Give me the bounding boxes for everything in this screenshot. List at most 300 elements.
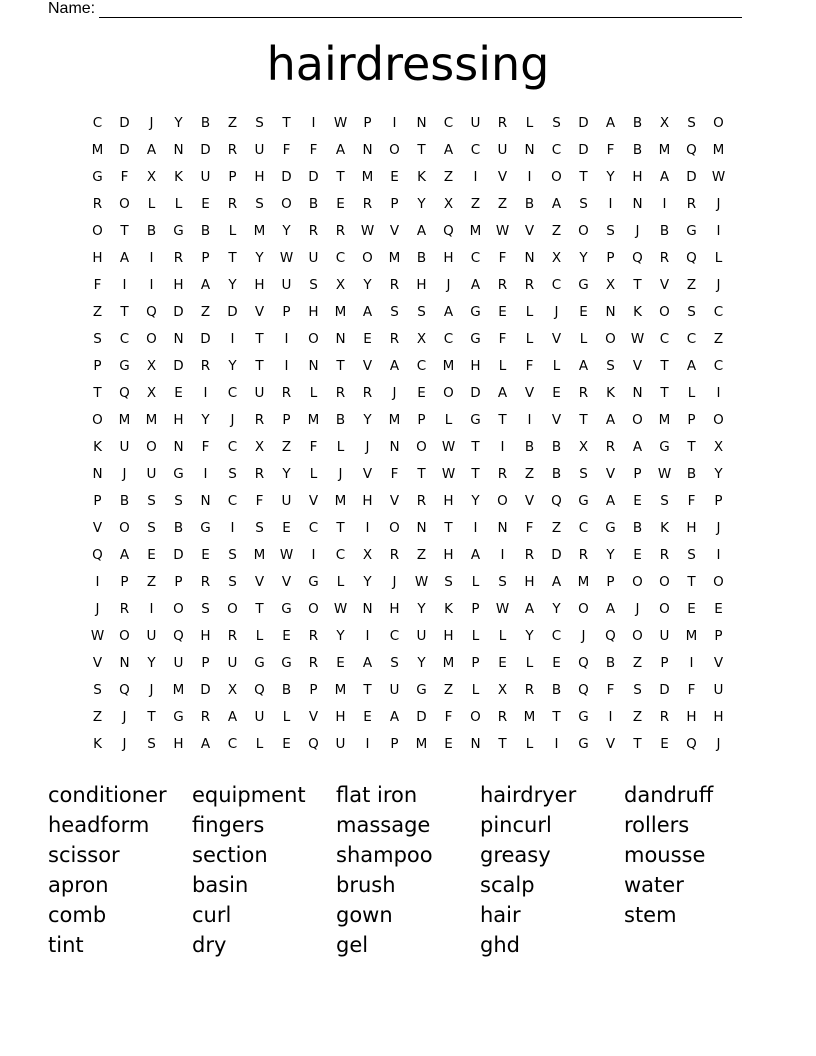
grid-cell: H	[416, 276, 427, 293]
grid-cell: Z	[686, 276, 697, 293]
grid-cell: L	[228, 222, 237, 239]
grid-cell: U	[254, 384, 265, 401]
name-label: Name:	[48, 0, 96, 17]
grid-cell: P	[714, 627, 723, 644]
grid-cell: R	[389, 276, 400, 293]
grid-cell: B	[632, 141, 643, 158]
grid-cell: U	[146, 465, 157, 482]
grid-cell: Y	[228, 357, 237, 374]
grid-cell: I	[365, 627, 370, 644]
grid-cell: S	[93, 681, 102, 698]
grid-cell: Y	[363, 411, 372, 428]
grid-cell: U	[470, 114, 481, 131]
grid-cell: G	[605, 519, 616, 536]
grid-cell: F	[498, 330, 507, 347]
grid-cell: I	[149, 249, 154, 266]
grid-cell: R	[254, 411, 265, 428]
grid-cell: Y	[363, 573, 372, 590]
grid-cell: G	[578, 492, 589, 509]
grid-cell: C	[443, 330, 454, 347]
grid-cell: U	[281, 276, 292, 293]
grid-cell: N	[119, 654, 130, 671]
grid-cell: G	[200, 519, 211, 536]
grid-cell: Z	[443, 168, 454, 185]
grid-cell: X	[146, 168, 157, 185]
grid-cell: R	[200, 573, 211, 590]
grid-cell: A	[443, 303, 454, 320]
grid-cell: N	[470, 735, 481, 752]
grid-cell: P	[282, 303, 291, 320]
word-list-item: massage	[336, 813, 431, 837]
grid-cell: Q	[119, 681, 130, 698]
grid-cell: I	[365, 519, 370, 536]
grid-cell: D	[578, 141, 589, 158]
grid-cell: T	[120, 222, 129, 239]
grid-cell: I	[716, 222, 721, 239]
grid-cell: O	[632, 411, 643, 428]
grid-cell: J	[122, 465, 127, 482]
grid-cell: G	[254, 654, 265, 671]
grid-cell: P	[471, 600, 480, 617]
grid-cell: F	[525, 519, 534, 536]
grid-cell: F	[606, 141, 615, 158]
grid-cell: I	[149, 276, 154, 293]
grid-cell: I	[689, 654, 694, 671]
grid-cell: S	[687, 303, 696, 320]
grid-cell: C	[713, 357, 724, 374]
grid-cell: H	[632, 168, 643, 185]
grid-cell: M	[388, 411, 401, 428]
grid-cell: U	[254, 141, 265, 158]
grid-cell: C	[416, 357, 427, 374]
grid-cell: V	[308, 492, 319, 509]
grid-cell: A	[389, 357, 400, 374]
grid-cell: I	[500, 438, 505, 455]
grid-cell: V	[389, 492, 400, 509]
grid-cell: M	[577, 573, 590, 590]
grid-cell: O	[146, 330, 157, 347]
grid-cell: K	[444, 600, 453, 617]
grid-cell: B	[119, 492, 130, 509]
grid-cell: P	[174, 573, 183, 590]
grid-cell: S	[552, 114, 561, 131]
grid-cell: B	[632, 114, 643, 131]
grid-cell: E	[174, 384, 183, 401]
grid-cell: B	[632, 519, 643, 536]
grid-cell: D	[227, 303, 238, 320]
grid-cell: V	[605, 465, 616, 482]
grid-cell: O	[659, 600, 670, 617]
grid-cell: F	[93, 276, 102, 293]
grid-cell: R	[659, 249, 670, 266]
grid-cell: R	[308, 222, 319, 239]
grid-cell: Z	[146, 573, 157, 590]
grid-cell: M	[523, 708, 536, 725]
grid-cell: Z	[497, 195, 508, 212]
grid-cell: T	[687, 438, 696, 455]
grid-cell: Q	[686, 735, 697, 752]
grid-cell: J	[554, 303, 559, 320]
grid-cell: J	[635, 222, 640, 239]
grid-cell: E	[282, 735, 291, 752]
grid-cell: H	[443, 627, 454, 644]
grid-cell: E	[282, 519, 291, 536]
grid-cell: Z	[632, 708, 643, 725]
grid-cell: K	[417, 168, 426, 185]
grid-cell: T	[363, 681, 372, 698]
grid-cell: E	[687, 600, 696, 617]
grid-cell: T	[417, 141, 426, 158]
grid-cell: A	[470, 546, 481, 563]
grid-cell: I	[149, 600, 154, 617]
grid-cell: T	[417, 465, 426, 482]
grid-cell: L	[525, 114, 534, 131]
grid-cell: R	[92, 195, 103, 212]
grid-cell: S	[390, 654, 399, 671]
grid-cell: V	[524, 384, 535, 401]
grid-cell: R	[389, 546, 400, 563]
grid-cell: T	[471, 438, 480, 455]
grid-cell: P	[201, 249, 210, 266]
grid-cell: Y	[336, 627, 345, 644]
grid-cell: E	[336, 654, 345, 671]
grid-cell: D	[416, 708, 427, 725]
grid-cell: F	[282, 141, 291, 158]
grid-cell: L	[687, 384, 696, 401]
grid-cell: O	[389, 141, 400, 158]
grid-cell: V	[308, 708, 319, 725]
grid-cell: E	[147, 546, 156, 563]
grid-cell: V	[497, 168, 508, 185]
grid-cell: J	[716, 276, 721, 293]
grid-cell: O	[578, 600, 589, 617]
grid-cell: N	[605, 303, 616, 320]
grid-cell: V	[389, 222, 400, 239]
grid-cell: Z	[632, 654, 643, 671]
grid-cell: R	[416, 492, 427, 509]
grid-cell: P	[687, 411, 696, 428]
grid-cell: S	[309, 276, 318, 293]
grid-cell: L	[552, 357, 561, 374]
grid-cell: X	[254, 438, 265, 455]
grid-cell: A	[551, 195, 562, 212]
grid-cell: B	[551, 465, 562, 482]
grid-cell: B	[416, 249, 427, 266]
grid-cell: J	[581, 627, 586, 644]
grid-cell: L	[498, 627, 507, 644]
grid-cell: N	[173, 141, 184, 158]
grid-cell: J	[338, 465, 343, 482]
grid-cell: C	[227, 492, 238, 509]
grid-cell: C	[551, 141, 562, 158]
grid-cell: L	[309, 384, 318, 401]
grid-cell: Z	[443, 681, 454, 698]
grid-cell: L	[471, 573, 480, 590]
grid-cell: F	[498, 249, 507, 266]
grid-cell: N	[632, 195, 643, 212]
name-underline[interactable]	[99, 3, 742, 18]
grid-cell: T	[579, 168, 588, 185]
grid-cell: Q	[92, 546, 103, 563]
grid-cell: N	[416, 519, 427, 536]
grid-cell: U	[227, 654, 238, 671]
grid-cell: O	[713, 573, 724, 590]
grid-cell: F	[525, 357, 534, 374]
grid-cell: I	[716, 546, 721, 563]
grid-cell: P	[228, 168, 237, 185]
grid-cell: I	[473, 168, 478, 185]
grid-cell: Z	[551, 222, 562, 239]
grid-cell: T	[660, 384, 669, 401]
word-list-item: basin	[192, 873, 249, 897]
grid-cell: R	[335, 222, 346, 239]
grid-cell: A	[119, 546, 130, 563]
grid-cell: J	[149, 681, 154, 698]
grid-cell: M	[469, 222, 482, 239]
word-list-item: ghd	[480, 933, 520, 957]
grid-cell: Q	[632, 249, 643, 266]
grid-cell: B	[551, 681, 562, 698]
grid-cell: Q	[551, 492, 562, 509]
grid-cell: K	[93, 438, 102, 455]
grid-cell: H	[308, 303, 319, 320]
grid-cell: M	[145, 411, 158, 428]
grid-cell: O	[713, 411, 724, 428]
grid-cell: P	[282, 411, 291, 428]
grid-cell: L	[525, 303, 534, 320]
grid-cell: L	[309, 465, 318, 482]
grid-cell: T	[498, 735, 507, 752]
grid-cell: C	[659, 330, 670, 347]
grid-cell: F	[309, 141, 318, 158]
grid-cell: U	[119, 438, 130, 455]
grid-cell: R	[686, 195, 697, 212]
grid-cell: C	[227, 438, 238, 455]
grid-cell: F	[201, 438, 210, 455]
grid-cell: S	[606, 222, 615, 239]
grid-cell: S	[687, 546, 696, 563]
grid-cell: B	[146, 222, 157, 239]
grid-cell: Y	[417, 600, 426, 617]
grid-cell: P	[471, 654, 480, 671]
grid-cell: B	[686, 465, 697, 482]
grid-cell: E	[633, 492, 642, 509]
grid-cell: V	[524, 222, 535, 239]
grid-cell: D	[470, 384, 481, 401]
grid-cell: L	[579, 330, 588, 347]
word-list-item: conditioner	[48, 783, 167, 807]
grid-cell: L	[525, 735, 534, 752]
grid-cell: Y	[282, 222, 291, 239]
grid-cell: M	[442, 357, 455, 374]
grid-cell: R	[389, 330, 400, 347]
grid-cell: A	[497, 384, 508, 401]
grid-cell: U	[173, 654, 184, 671]
grid-cell: F	[606, 681, 615, 698]
word-list-item: curl	[192, 903, 232, 927]
grid-cell: W	[495, 222, 510, 239]
grid-cell: Y	[471, 492, 480, 509]
grid-cell: A	[605, 600, 616, 617]
grid-cell: C	[551, 276, 562, 293]
grid-cell: T	[633, 735, 642, 752]
grid-cell: J	[716, 735, 721, 752]
word-list-item: rollers	[624, 813, 690, 837]
grid-cell: L	[255, 627, 264, 644]
grid-cell: L	[174, 195, 183, 212]
grid-cell: O	[119, 519, 130, 536]
grid-cell: T	[498, 411, 507, 428]
grid-cell: B	[605, 654, 616, 671]
grid-cell: A	[362, 303, 373, 320]
grid-cell: G	[281, 654, 292, 671]
grid-cell: O	[119, 195, 130, 212]
grid-cell: H	[173, 276, 184, 293]
grid-cell: B	[200, 222, 211, 239]
grid-cell: P	[606, 249, 615, 266]
grid-cell: T	[228, 249, 237, 266]
grid-cell: Q	[254, 681, 265, 698]
grid-cell: Z	[227, 114, 238, 131]
grid-cell: Q	[578, 681, 589, 698]
grid-cell: O	[227, 600, 238, 617]
grid-cell: O	[173, 600, 184, 617]
grid-cell: T	[444, 519, 453, 536]
grid-cell: S	[255, 114, 264, 131]
grid-cell: L	[471, 681, 480, 698]
grid-cell: X	[335, 276, 346, 293]
grid-cell: S	[228, 546, 237, 563]
grid-cell: D	[200, 141, 211, 158]
grid-cell: A	[605, 114, 616, 131]
grid-cell: E	[444, 735, 453, 752]
grid-cell: T	[336, 168, 345, 185]
grid-cell: V	[551, 411, 562, 428]
grid-cell: J	[149, 114, 154, 131]
grid-cell: T	[552, 708, 561, 725]
grid-cell: I	[203, 465, 208, 482]
grid-cell: J	[446, 276, 451, 293]
grid-cell: X	[146, 357, 157, 374]
grid-cell: J	[392, 573, 397, 590]
grid-cell: Y	[282, 465, 291, 482]
grid-cell: R	[578, 546, 589, 563]
puzzle-title: hairdressing	[266, 37, 550, 91]
grid-cell: O	[443, 384, 454, 401]
grid-cell: H	[470, 357, 481, 374]
grid-cell: D	[281, 168, 292, 185]
grid-cell: I	[500, 546, 505, 563]
grid-cell: P	[201, 654, 210, 671]
grid-cell: F	[255, 492, 264, 509]
grid-cell: A	[335, 141, 346, 158]
grid-cell: R	[605, 438, 616, 455]
word-list-item: headform	[48, 813, 150, 837]
grid-cell: S	[633, 681, 642, 698]
grid-cell: G	[308, 573, 319, 590]
grid-cell: I	[122, 276, 127, 293]
grid-cell: S	[444, 573, 453, 590]
grid-cell: S	[174, 492, 183, 509]
grid-cell: N	[416, 114, 427, 131]
grid-cell: S	[255, 519, 264, 536]
grid-cell: E	[633, 546, 642, 563]
word-list-item: dandruff	[624, 783, 714, 807]
grid-cell: M	[172, 681, 185, 698]
grid-cell: W	[441, 438, 456, 455]
word-list-item: section	[192, 843, 268, 867]
grid-cell: X	[146, 384, 157, 401]
grid-cell: J	[716, 195, 721, 212]
grid-cell: O	[659, 573, 670, 590]
grid-cell: W	[657, 465, 672, 482]
grid-cell: I	[608, 708, 613, 725]
grid-cell: S	[228, 465, 237, 482]
grid-cell: E	[498, 303, 507, 320]
grid-cell: G	[578, 735, 589, 752]
grid-cell: I	[284, 330, 289, 347]
grid-cell: W	[630, 330, 645, 347]
grid-cell: H	[713, 708, 724, 725]
grid-cell: L	[525, 654, 534, 671]
grid-cell: O	[308, 330, 319, 347]
word-list-item: scissor	[48, 843, 120, 867]
grid-cell: W	[495, 600, 510, 617]
grid-cell: U	[308, 249, 319, 266]
grid-cell: R	[497, 276, 508, 293]
grid-cell: O	[605, 330, 616, 347]
grid-cell: R	[308, 627, 319, 644]
grid-cell: T	[687, 573, 696, 590]
grid-cell: Z	[92, 303, 103, 320]
grid-cell: V	[551, 330, 562, 347]
grid-cell: X	[362, 546, 373, 563]
grid-cell: T	[579, 411, 588, 428]
grid-cell: M	[307, 411, 320, 428]
grid-cell: F	[390, 465, 399, 482]
grid-cell: C	[119, 330, 130, 347]
grid-cell: W	[333, 114, 348, 131]
grid-cell: A	[443, 141, 454, 158]
grid-cell: H	[254, 276, 265, 293]
grid-cell: N	[335, 330, 346, 347]
grid-cell: E	[201, 195, 210, 212]
grid-cell: A	[200, 276, 211, 293]
grid-cell: G	[686, 222, 697, 239]
grid-cell: A	[551, 573, 562, 590]
grid-cell: R	[362, 384, 373, 401]
grid-cell: N	[92, 465, 103, 482]
grid-cell: R	[227, 195, 238, 212]
grid-cell: J	[230, 411, 235, 428]
word-list-item: mousse	[624, 843, 706, 867]
grid-cell: X	[578, 438, 589, 455]
grid-cell: R	[173, 249, 184, 266]
grid-cell: G	[173, 465, 184, 482]
word-list-item: pincurl	[480, 813, 552, 837]
grid-cell: T	[471, 465, 480, 482]
grid-cell: N	[389, 438, 400, 455]
grid-cell: Q	[578, 654, 589, 671]
grid-cell: X	[659, 114, 670, 131]
grid-cell: A	[605, 492, 616, 509]
grid-cell: I	[365, 735, 370, 752]
grid-cell: G	[281, 600, 292, 617]
grid-cell: E	[336, 195, 345, 212]
grid-cell: I	[662, 195, 667, 212]
grid-cell: G	[659, 438, 670, 455]
grid-cell: M	[442, 654, 455, 671]
